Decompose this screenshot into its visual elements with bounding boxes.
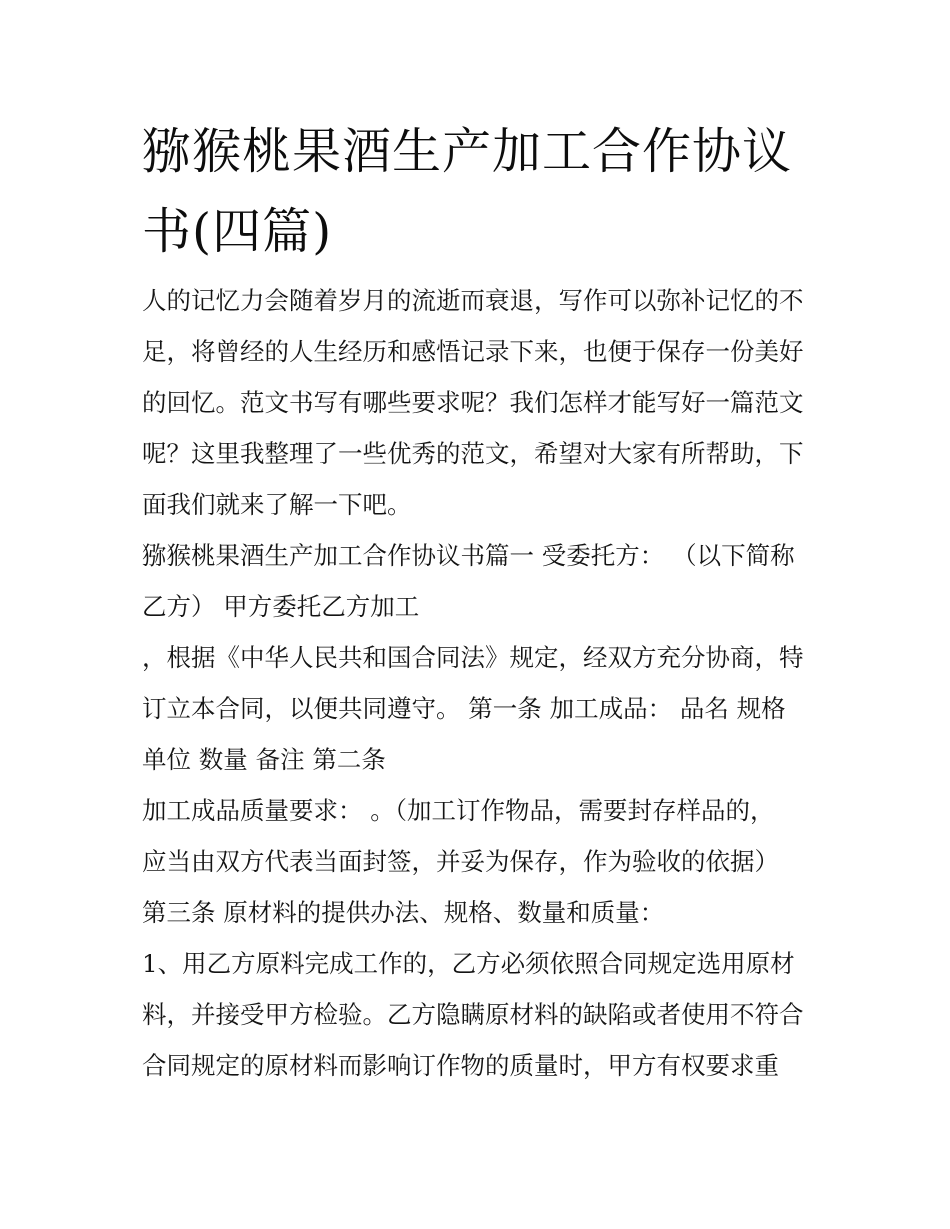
title-line-2: 书(四篇) xyxy=(142,203,333,260)
body-line: 面我们就来了解一下吧。 xyxy=(142,490,412,519)
body-line: 猕猴桃果酒生产加工合作协议书篇一 受委托方： （以下简称 xyxy=(142,541,795,570)
body-line: 乙方） 甲方委托乙方加工 xyxy=(142,592,420,621)
body-line: 呢？这里我整理了一些优秀的范文，希望对大家有所帮助，下 xyxy=(142,439,804,468)
body-line: 应当由双方代表当面封签，并妥为保存，作为验收的依据） xyxy=(142,847,779,876)
body-line: 人的记忆力会随着岁月的流逝而衰退，写作可以弥补记忆的不 xyxy=(142,286,804,315)
body-line: 合同规定的原材料而影响订作物的质量时，甲方有权要求重 xyxy=(142,1051,779,1080)
body-line: ，根据《中华人民共和国合同法》规定，经双方充分协商，特 xyxy=(142,643,804,672)
body-line: 加工成品质量要求： 。（加工订作物品，需要封存样品的， xyxy=(142,796,775,825)
body-line: 单位 数量 备注 第二条 xyxy=(142,745,386,774)
title-line-1: 猕猴桃果酒生产加工合作协议 xyxy=(142,123,793,180)
body-line: 1、用乙方原料完成工作的，乙方必须依照合同规定选用原材 xyxy=(142,949,795,978)
body-line: 足，将曾经的人生经历和感悟记录下来，也便于保存一份美好 xyxy=(142,337,804,366)
body-line: 料，并接受甲方检验。乙方隐瞒原材料的缺陷或者使用不符合 xyxy=(142,1000,804,1029)
document-title xyxy=(142,112,822,272)
body-line: 的回忆。范文书写有哪些要求呢？我们怎样才能写好一篇范文 xyxy=(142,388,804,417)
body-line: 订立本合同，以便共同遵守。 第一条 加工成品： 品名 规格 xyxy=(142,694,786,723)
body-line: 第三条 原材料的提供办法、规格、数量和质量： xyxy=(142,898,665,927)
